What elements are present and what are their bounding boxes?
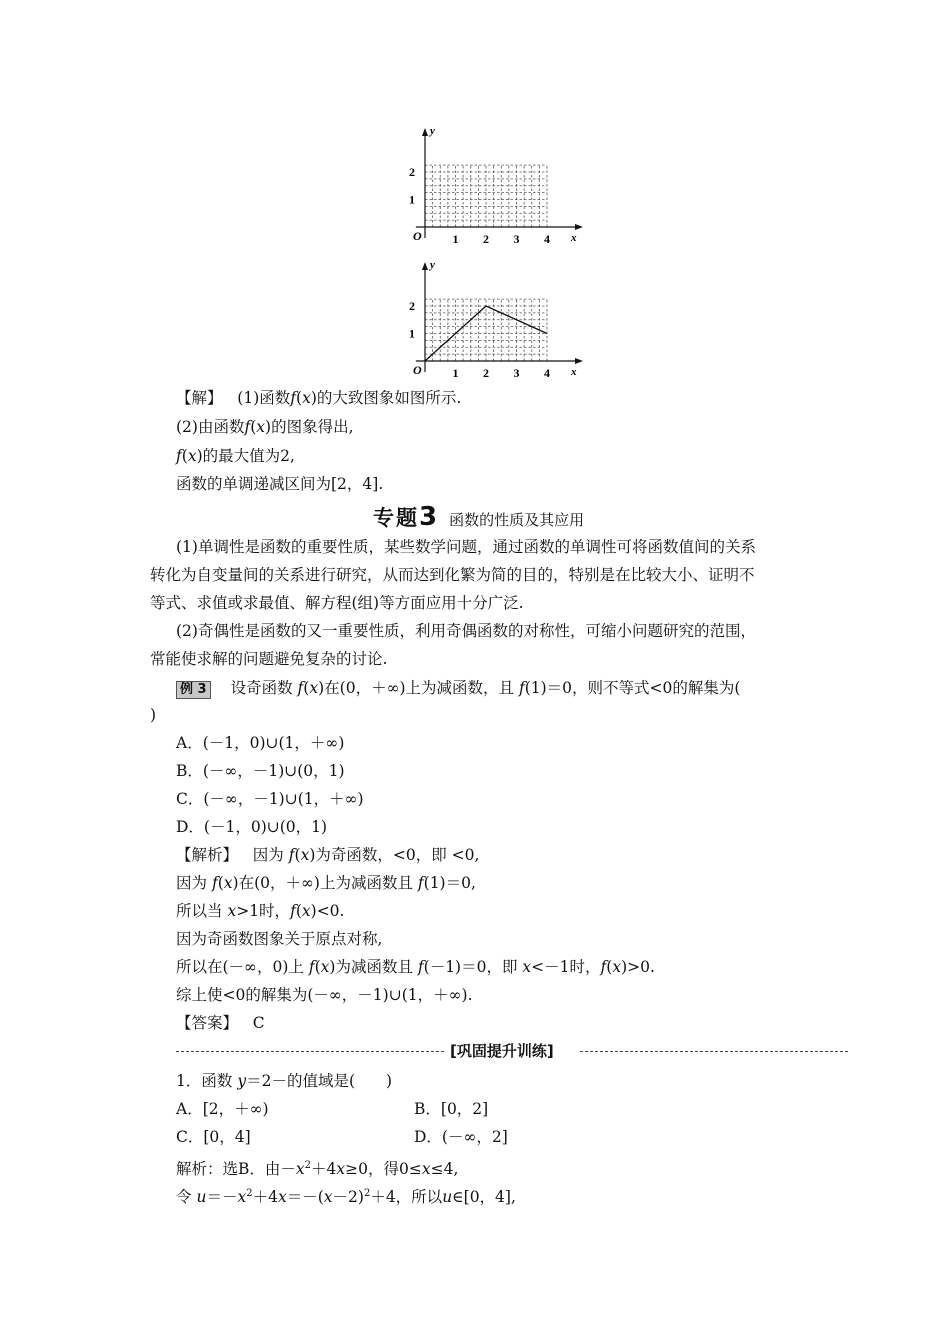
- topic-heading: 专题3 函数的性质及其应用: [373, 502, 585, 532]
- x-axis-arrow: [575, 224, 583, 230]
- x-axis-arrow: [575, 358, 583, 364]
- intro-p2-line1: (2)奇偶性是函数的又一重要性质，利用奇偶函数的对称性，可缩小问题研究的范围，: [176, 622, 756, 640]
- analysis-line-6: 综上使<0的解集为(－∞，－1)∪(1，＋∞).: [176, 986, 473, 1004]
- practice-solution-1: 解析：选B．由$-x^2+4x\ge 0$，得0≤x≤4,: [176, 1160, 459, 1179]
- practice-divider: [176, 1040, 848, 1062]
- intro-p1-line3: 等式、求值或求最值、解方程(组)等方面应用十分广泛.: [150, 594, 524, 612]
- practice-solution-2: 令 $u=-x^2+4x=-(x-2)^2+4$，所以u∈[0，4],: [176, 1188, 516, 1207]
- x-axis-label: x: [571, 366, 577, 378]
- y-tick-label: 2: [409, 165, 415, 179]
- example-question-end: ): [150, 706, 157, 724]
- x-tick-label: 3: [513, 232, 520, 246]
- analysis-line-3: 所以当 x>1时，f(x)<0.: [176, 902, 345, 920]
- y-axis-label: y: [430, 259, 435, 271]
- divider-dash-right: [580, 1051, 848, 1052]
- intro-p2-line2: 常能使求解的问题避免复杂的讨论.: [150, 650, 388, 668]
- x-axis-label: x: [571, 232, 577, 244]
- practice-option-a: A．[2，＋∞): [176, 1100, 269, 1118]
- example-question: 例 3 设奇函数 f(x)在(0，＋∞)上为减函数，且 f(1)＝0，则不等式<0的解集为(: [176, 678, 740, 699]
- origin-label: O: [413, 363, 422, 377]
- solution-label: 【解】: [176, 389, 223, 407]
- analysis-line-2: 因为 f(x)在(0，＋∞)上为减函数且 f(1)＝0,: [176, 874, 476, 892]
- x-tick-label: 1: [452, 232, 459, 246]
- option-c: C．(－∞，－1)∪(1，＋∞): [176, 790, 364, 808]
- x-tick-label: 2: [483, 366, 489, 380]
- y-tick-label: 1: [409, 326, 415, 341]
- intro-p1-line1: (1)单调性是函数的重要性质，某些数学问题，通过函数的单调性可将函数值间的关系: [176, 538, 756, 556]
- solution-line-2: (2)由函数f(x)的图象得出,: [176, 418, 354, 436]
- origin-label: O: [413, 229, 422, 243]
- analysis-label: 【解析】: [176, 846, 239, 864]
- solution-line-3: f(x)的最大值为2,: [176, 447, 295, 465]
- y-axis-arrow: [422, 262, 428, 270]
- analysis-line-5: 所以在(－∞，0)上 f(x)为减函数且 f(－1)＝0，即 x<－1时，f(x)>0.: [176, 958, 655, 976]
- analysis-line-1: 【解析】 因为 f(x)为奇函数，<0，即 <0,: [176, 846, 480, 864]
- practice-option-b: B．[0，2]: [414, 1100, 489, 1118]
- y-axis-label: y: [430, 125, 435, 137]
- option-d: D．(－1，0)∪(0，1): [176, 818, 328, 836]
- y-axis-arrow: [422, 128, 428, 136]
- divider-dash-left: [176, 1051, 444, 1052]
- y-tick-label: 1: [409, 192, 415, 207]
- x-tick-label: 1: [452, 366, 459, 380]
- analysis-line-4: 因为奇函数图象关于原点对称,: [176, 930, 383, 948]
- example-badge: 例 3: [176, 681, 211, 699]
- intro-p1-line2: 转化为自变量间的关系进行研究，从而达到化繁为简的目的，特别是在比较大小、证明不: [150, 566, 755, 584]
- option-a: A．(－1，0)∪(1，＋∞): [176, 734, 345, 752]
- solution-line-4: 函数的单调递减区间为[2，4].: [176, 475, 384, 493]
- practice-option-d: D．(－∞，2]: [414, 1128, 508, 1146]
- practice-header: [巩固提升训练]: [444, 1040, 560, 1062]
- x-tick-label: 4: [544, 366, 550, 380]
- practice-question-1: 1．函数 y＝2－的值域是( ): [176, 1072, 393, 1090]
- answer-label: 【答案】: [176, 1014, 239, 1032]
- answer-value: C: [252, 1014, 265, 1032]
- option-b: B．(－∞，－1)∪(0，1): [176, 762, 345, 780]
- solution-line-1: 【解】 (1)函数f(x)的大致图象如图所示.: [176, 389, 462, 407]
- x-tick-label: 2: [483, 232, 489, 246]
- x-tick-label: 4: [544, 232, 550, 246]
- function-graph-chart: [395, 256, 590, 381]
- answer-line: [176, 1013, 265, 1033]
- practice-option-c: C．[0，4]: [176, 1128, 251, 1146]
- x-tick-label: 3: [513, 366, 520, 380]
- y-tick-label: 2: [409, 299, 415, 313]
- blank-grid-chart: [395, 122, 590, 247]
